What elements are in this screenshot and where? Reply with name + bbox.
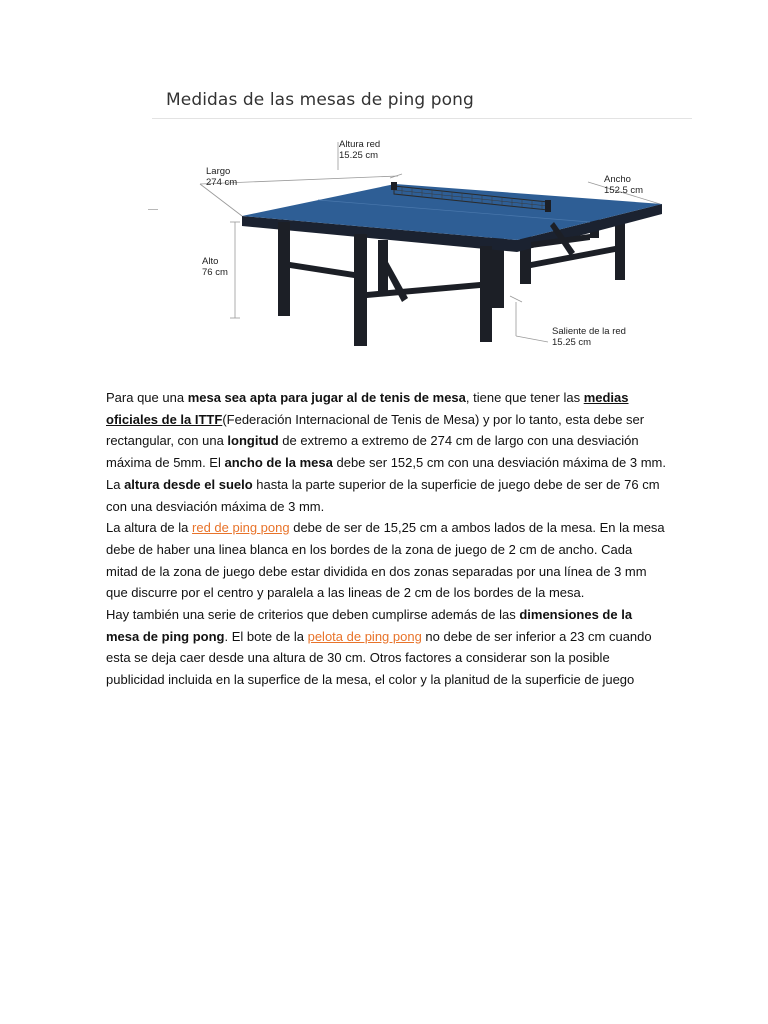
text: no debe de ser inferior a 23 cm cuando esta se deja caer desde una altura de 30 cm. Otros factores a considerar son la posible publicidad incluida en la superfice de la mesa, el color y la planitud de la superficie de juego [106, 628, 652, 688]
paragraph-net [106, 517, 666, 604]
net-height-label: Altura red 15.25 cm [339, 139, 381, 161]
link-red-de-ping-pong[interactable]: red de ping pong [192, 520, 290, 536]
width-label: Ancho 152.5 cm [604, 174, 644, 196]
text: (Federación Internacional de Tenis de Mesa) y por lo tanto, esta debe ser rectangular, con una [106, 411, 645, 449]
bold-text: altura desde el suelo [124, 476, 253, 492]
table-dimensions-figure [150, 82, 695, 378]
figure-title: Medidas de las mesas de ping pong [166, 90, 474, 110]
height-label: Alto 76 cm [202, 256, 228, 278]
text: , tiene que tener las [465, 390, 584, 405]
paragraph-dimensions [106, 387, 666, 517]
link-pelota-de-ping-pong[interactable]: pelota de ping pong [307, 628, 422, 644]
text: de extremo a extremo de 274 cm de largo con una desviación máxima de 5mm. El [106, 433, 639, 471]
bold-text: longitud [227, 433, 279, 449]
text: La altura de la [106, 520, 193, 536]
bold-text: ancho de la mesa [224, 455, 333, 471]
text: Hay también una serie de criterios que deben cumplirse además de las [106, 607, 520, 623]
text: debe ser 152,5 cm con una desviación máxima de 3 mm. La [106, 455, 666, 492]
figure-divider [152, 118, 692, 119]
net-overhang-label: Saliente de la red 15.25 cm [552, 326, 626, 348]
length-label: Largo 274 cm [206, 166, 238, 188]
article-body [106, 387, 666, 691]
text: hasta la parte superior de la superficie de juego debe de ser de 76 cm con una desviación máxima de 3 mm. [106, 476, 660, 514]
text: Para que una [106, 390, 188, 405]
bold-text: dimensiones de la mesa de ping pong [106, 607, 633, 644]
text: debe de ser de 15,25 cm a ambos lados de la mesa. En la mesa debe de haber una linea blanca en los bordes de la zona de juego de 2 cm de ancho. Cada mitad de la zona de juego debe estar dividida en dos zonas separadas por una línea de 3 mm que discurre por el centro y paralela a las lineas de 2 cm de los bordes de la mesa. [106, 520, 665, 601]
text: . El bote de la [224, 628, 308, 644]
paragraph-criteria [106, 604, 666, 691]
bold-underlined-text: medias oficiales de la ITTF [106, 390, 629, 427]
bold-text: mesa sea apta para jugar al de tenis de mesa [187, 390, 466, 405]
